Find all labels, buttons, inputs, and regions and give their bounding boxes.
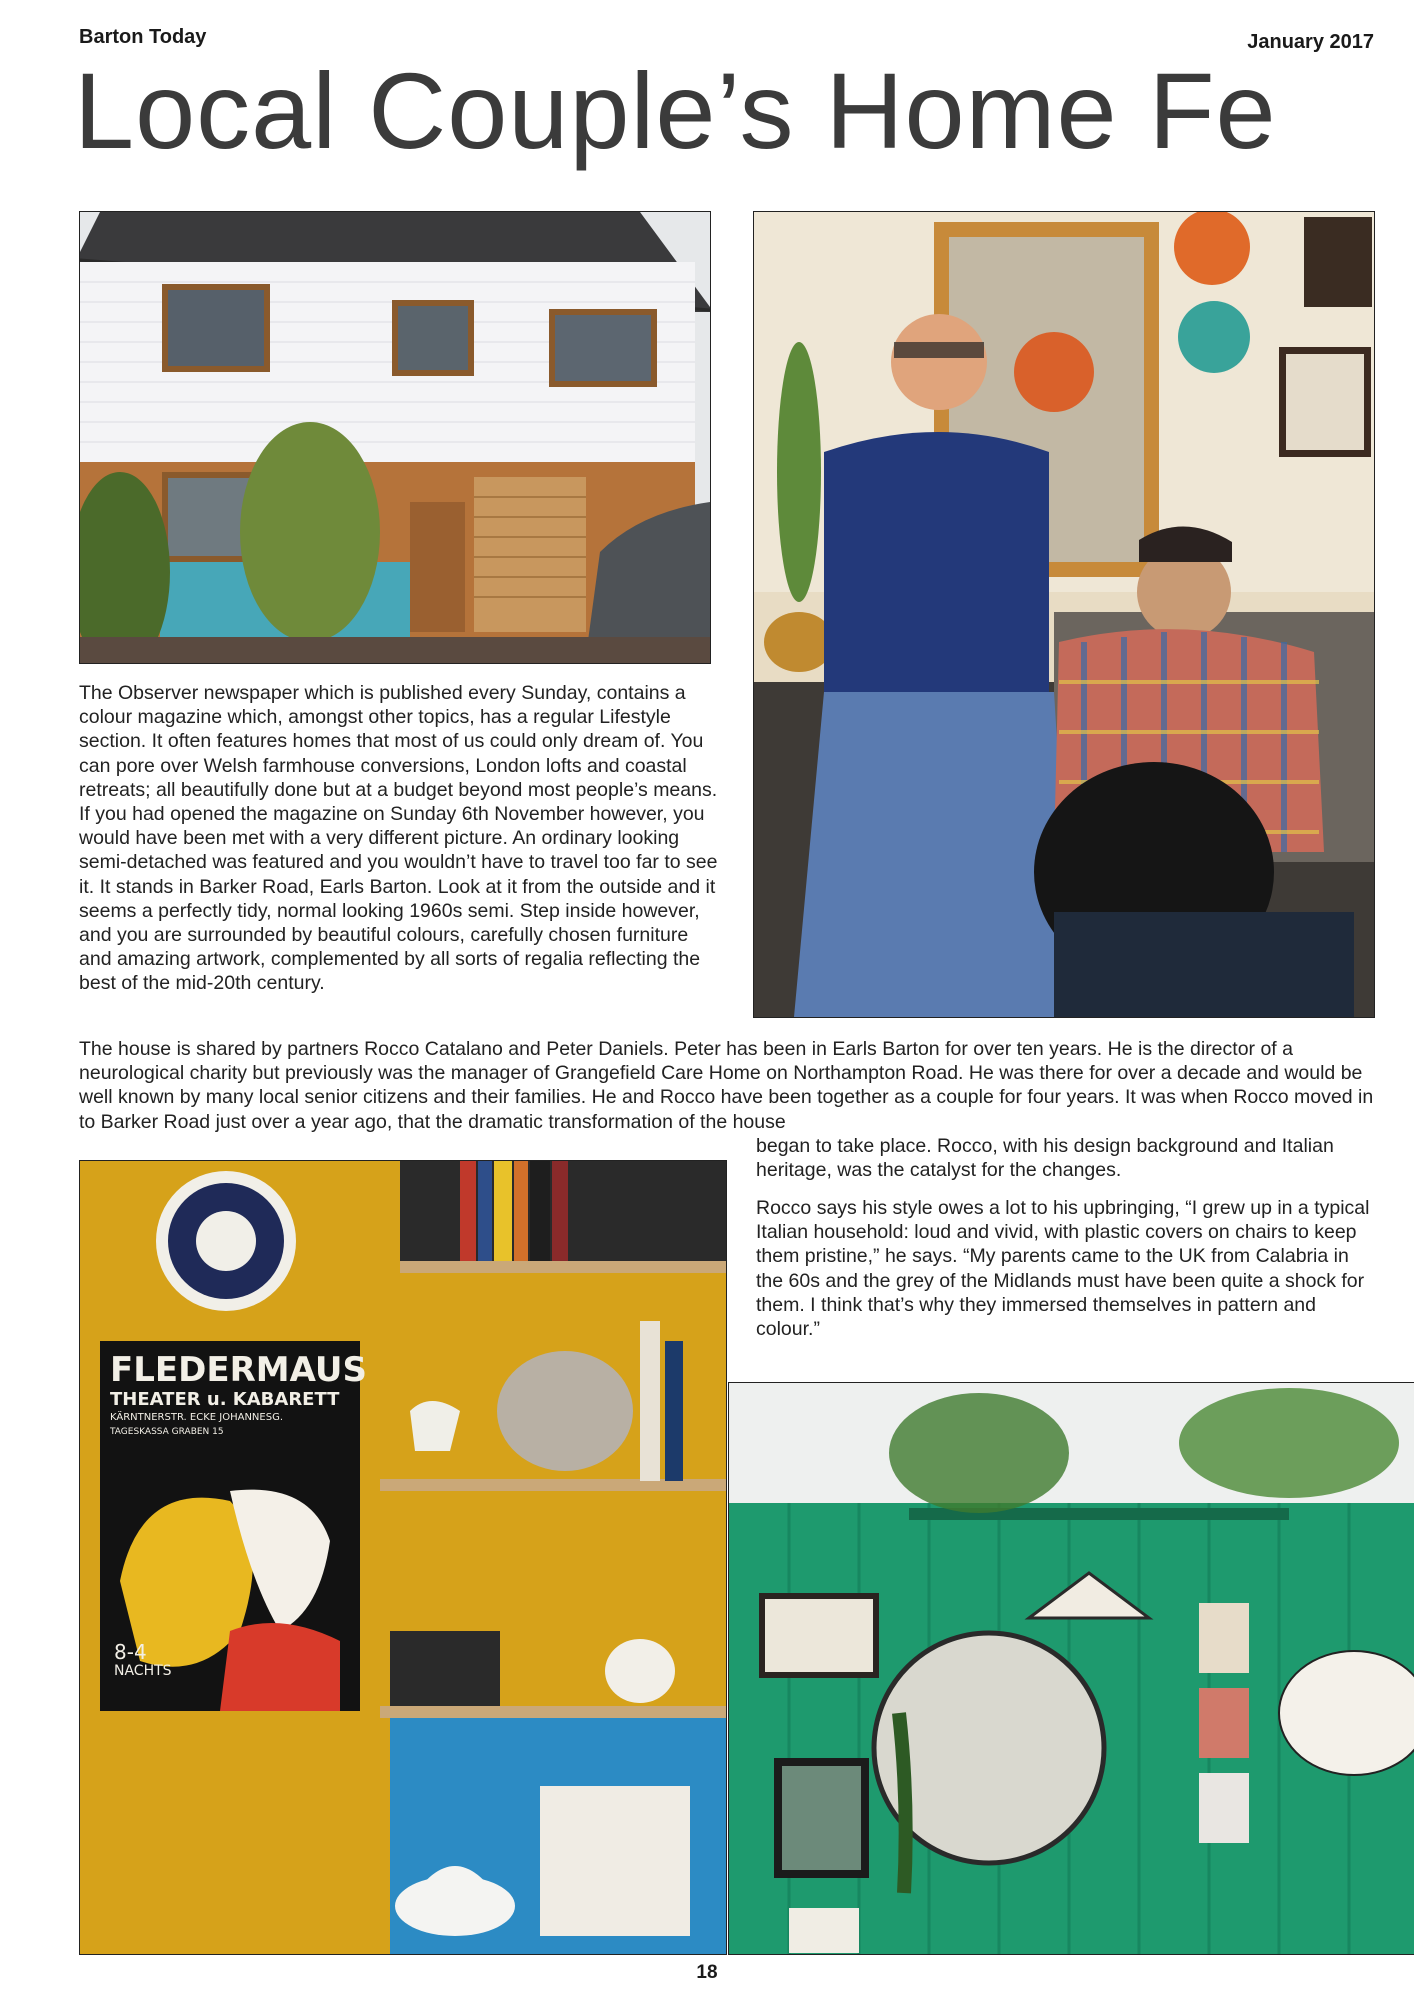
- poster-hours: [114, 1641, 172, 1679]
- house-exterior-photo: [79, 211, 711, 664]
- headline: Local Couple’s Home Fe: [74, 50, 1277, 171]
- quote-text: Rocco says his style owes a lot to his upbringing, “I grew up in a typical Italian household: loud and vivid, with plastic covers on chairs to keep them pristine,” he says. “My parents came to the UK from Calabria in the 60s and the grey of the Midlands must have been quite a shock for them. I think that’s why they immersed themselves in pattern and colour.”: [756, 1197, 1370, 1341]
- couple-text-continued: began to take place. Rocco, with his design background and Italian heritage, was the catalyst for the changes.: [756, 1135, 1334, 1182]
- couple-paragraph: [79, 1037, 1375, 1134]
- poster-hours-label: NACHTS: [114, 1663, 172, 1679]
- intro-paragraph: [79, 681, 719, 996]
- publication-name: Barton Today: [79, 26, 207, 48]
- poster-address: KÄRNTNERSTR. ECKE JOHANNESG.: [110, 1412, 284, 1423]
- couple-text: The house is shared by partners Rocco Catalano and Peter Daniels. Peter has been in Earls Barton for over ten years. He is the director of a neurological charity but previously was the manager of Grangefield Care Home on Northampton Road. He was there for over a decade and would be well known by many local senior citizens and their families. He and Rocco have been together as a couple for four years. It was when Rocco moved in to Barker Road just over a year ago, that the dramatic transformation of the house: [79, 1038, 1374, 1133]
- couple-paragraph-continued: [756, 1134, 1376, 1182]
- couple-portrait-photo: [753, 211, 1375, 1018]
- poster-hours-value: 8-4: [114, 1640, 147, 1664]
- poster-title: FLEDERMAUS: [110, 1350, 367, 1390]
- fledermaus-poster: [100, 1341, 380, 1449]
- issue-date: January 2017: [1247, 31, 1374, 53]
- intro-text: The Observer newspaper which is published every Sunday, contains a colour magazine which, amongst other topics, has a regular Lifestyle section. It often features homes that most of us could only dream of. You can pore over Welsh farmhouse conversions, London lofts and coastal retreats; all beautifully done but at a budget beyond most people’s means. If you had opened the magazine on Sunday 6th November however, you would have been met with a very different picture. An ordinary looking semi-detached was featured and you wouldn’t have to travel too far to see it. It stands in Barker Road, Earls Barton. Look at it from the outside and it seems a perfectly tidy, normal looking 1960s semi. Step inside however, and you are surrounded by beautiful colours, carefully chosen furniture and amazing artwork, complemented by all sorts of regalia reflecting the best of the mid-20th century.: [79, 682, 718, 995]
- yellow-wall-photo: [79, 1160, 727, 1955]
- green-wall-photo: [728, 1382, 1414, 1955]
- page-number: 18: [696, 1962, 718, 1983]
- poster-box-office: TAGESKASSA GRABEN 15: [110, 1427, 224, 1437]
- quote-paragraph: [756, 1196, 1376, 1341]
- poster-subtitle: THEATER u. KABARETT: [110, 1389, 340, 1410]
